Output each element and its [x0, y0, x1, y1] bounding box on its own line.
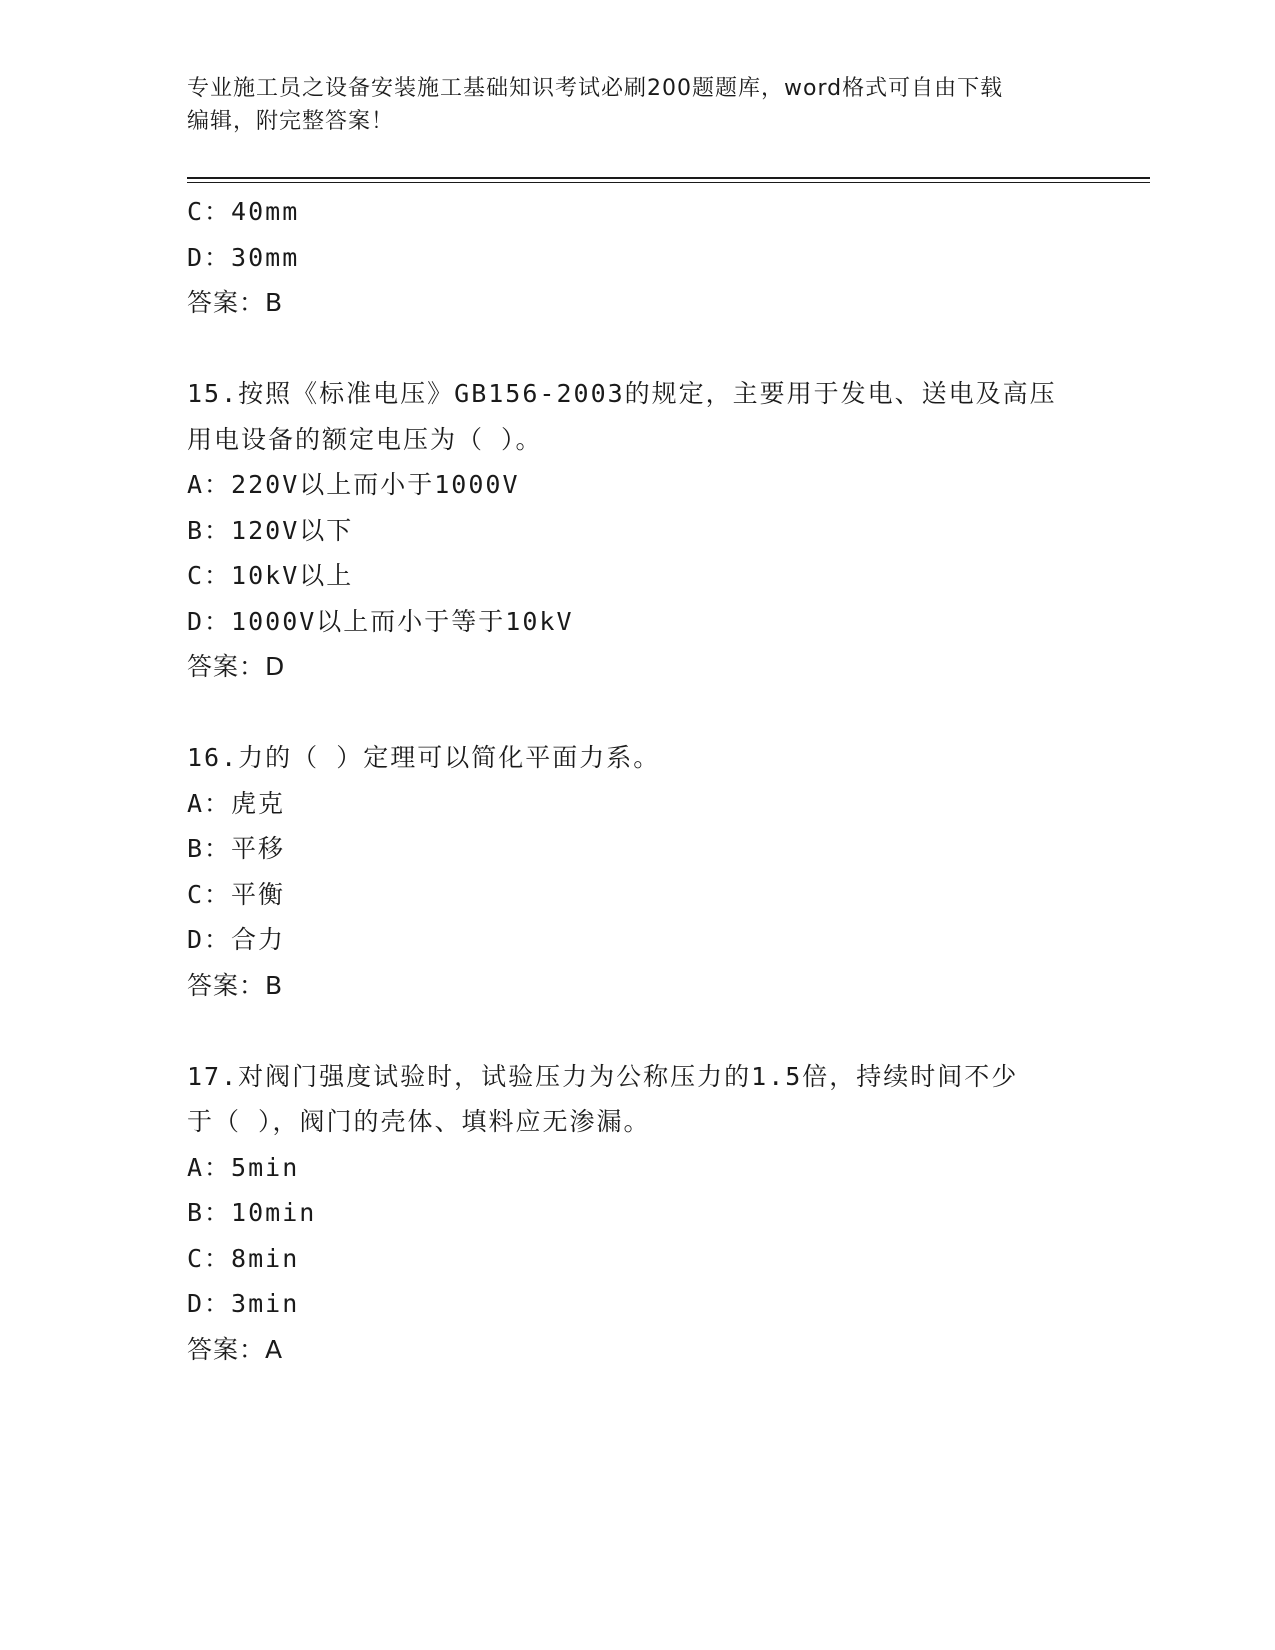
- spacer: [187, 690, 1087, 736]
- question-block-16: [187, 735, 1087, 1008]
- option-d: D：30mm: [187, 242, 300, 272]
- spacer: [187, 1008, 1087, 1054]
- question-stem-line-2: 于（ ），阀门的壳体、填料应无渗漏。: [187, 1107, 651, 1136]
- option-d: D：3min: [187, 1289, 300, 1318]
- question-list: [187, 189, 1087, 1372]
- option-a: A：5min: [187, 1152, 300, 1182]
- option-b: B：120V以下: [187, 515, 354, 545]
- option-d: D：合力: [187, 925, 286, 954]
- option-a: A：虎克: [187, 788, 286, 818]
- header-line-2: 编辑，附完整答案！: [187, 109, 395, 134]
- option-c: C：8min: [187, 1243, 300, 1273]
- option-c: C：40mm: [187, 197, 300, 226]
- question-stem-line-1: 16.力的（ ）定理可以简化平面力系。: [187, 743, 661, 772]
- spacer: [187, 326, 1087, 372]
- document-header: [187, 72, 1067, 138]
- header-rule-thin: [187, 182, 1150, 183]
- answer-line: 答案：D: [187, 652, 286, 681]
- option-b: B：10min: [187, 1198, 317, 1227]
- question-block-15: [187, 371, 1087, 690]
- answer-line: 答案：B: [187, 288, 284, 317]
- answer-line: 答案：A: [187, 1334, 284, 1364]
- option-b: B：平移: [187, 834, 286, 863]
- answer-line: 答案：B: [187, 970, 284, 1000]
- option-a: A：220V以上而小于1000V: [187, 470, 520, 499]
- option-d: D：1000V以上而小于等于10kV: [187, 606, 574, 636]
- header-line-1: 专业施工员之设备安装施工基础知识考试必刷200题题库，word格式可自由下载: [187, 76, 1004, 101]
- question-stem-line-1: 17.对阀门强度试验时，试验压力为公称压力的1.5倍，持续时间不少: [187, 1061, 1019, 1091]
- question-stem-line-1: 15.按照《标准电压》GB156-2003的规定，主要用于发电、送电及高压: [187, 379, 1057, 408]
- question-block-14: [187, 189, 1087, 326]
- option-c: C：平衡: [187, 879, 286, 909]
- question-block-17: [187, 1054, 1087, 1373]
- option-c: C：10kV以上: [187, 561, 354, 590]
- question-stem-line-2: 用电设备的额定电压为（ ）。: [187, 424, 543, 454]
- header-rule-thick: [187, 177, 1150, 179]
